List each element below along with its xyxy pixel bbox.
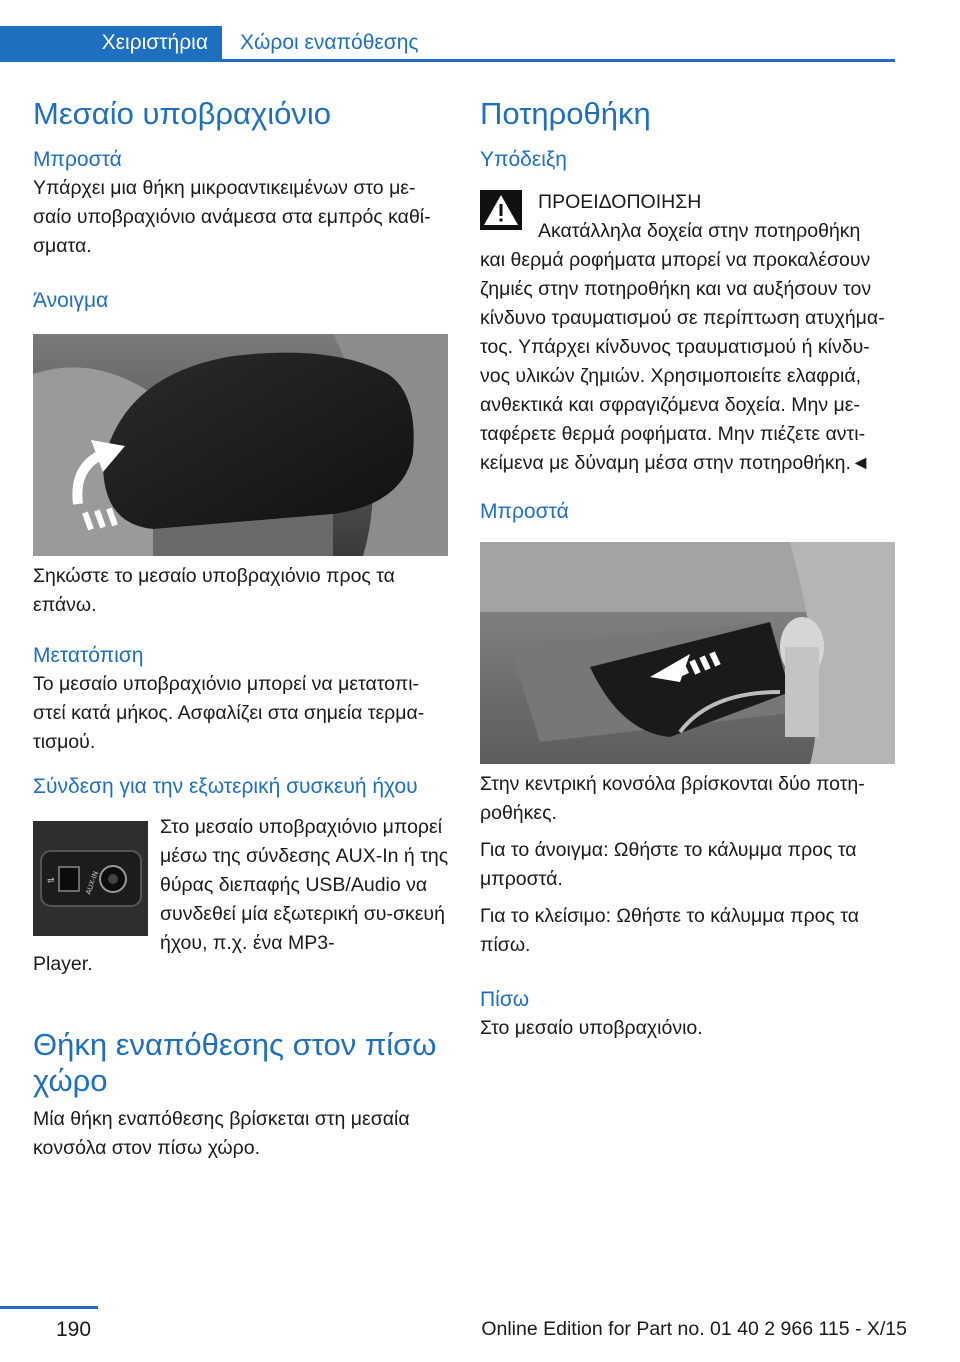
cupholder-heading: Ποτηροθήκη xyxy=(480,96,651,131)
armrest-heading: Μεσαίο υποβραχιόνιο xyxy=(33,96,331,131)
armrest-image xyxy=(33,334,448,556)
chapter-tab-bar xyxy=(0,26,895,62)
warning-block xyxy=(480,188,895,478)
shift-text: Το μεσαίο υποβραχιόνιο μπορεί να μετατοπι-στεί κατά μήκος. Ασφαλίζει στα σημεία τερμα-τισμού. xyxy=(33,673,425,753)
opening-caption: Σηκώστε το μεσαίο υποβραχιόνιο προς τα επάνω. xyxy=(33,565,395,616)
warning-title: ΠΡΟΕΙΔΟΠΟΙΗΣΗ xyxy=(538,191,702,213)
shift-subheading: Μετατόπιση xyxy=(33,644,144,667)
rear-storage-heading: Θήκη εναπόθεσης στον πίσω χώρο xyxy=(33,1027,437,1098)
left-column xyxy=(33,96,448,1163)
cup-front-text1: Στην κεντρική κονσόλα βρίσκονται δύο ποτη-ροθήκες. xyxy=(480,773,865,824)
cup-rear-subheading: Πίσω xyxy=(480,988,530,1011)
cup-front-text2: Για το άνοιγμα: Ωθήστε το κάλυμμα προς τα μπροστά. xyxy=(480,839,857,890)
warning-text: και θερμά ροφήματα μπορεί να προκαλέσουν ζημιές στην ποτηροθήκη και να αυξήσουν τον κίνδυνο τραυματισμού σε περίπτωση ατυχήμα-τος. Υπάρχει κίνδυνος τραυματισμού ή κίνδυ-νος υλικών ζημιών. Χρησιμοποιείτε ελαφριά, ανθεκτικά και σφραγιζόμενα δοχεία. Μην με-ταφέρετε θερμά ροφήματα. Μην πιέζετε αντι-κείμενα με δύναμη μέσα στην ποτηροθήκη.◄ xyxy=(480,249,885,474)
cupholder-image xyxy=(480,542,895,764)
opening-subheading: Άνοιγμα xyxy=(33,289,109,312)
tab-storage[interactable]: Χώροι εναπόθεσης xyxy=(240,31,419,54)
cup-rear-text: Στο μεσαίο υποβραχιόνιο. xyxy=(480,1017,703,1039)
right-column xyxy=(480,96,895,1043)
audio-block xyxy=(33,813,448,958)
tab-controls[interactable]: Χειριστήρια xyxy=(0,26,222,62)
warning-triangle-icon xyxy=(480,190,522,230)
edition-text: Online Edition for Part no. 01 40 2 966 115 - X/15 xyxy=(481,1318,907,1340)
audio-subheading: Σύνδεση για την εξωτερική συσκευή ήχου xyxy=(33,775,418,798)
aux-usb-image xyxy=(33,821,148,936)
svg-text:⇌: ⇌ xyxy=(47,876,55,886)
footer-rule xyxy=(0,1306,98,1309)
warning-first-line: Ακατάλληλα δοχεία στην ποτηροθήκη xyxy=(538,220,861,242)
note-subheading: Υπόδειξη xyxy=(480,148,567,171)
aux-label: AUX-IN xyxy=(84,870,101,896)
cup-front-text3: Για το κλείσιμο: Ωθήστε το κάλυμμα προς τα πίσω. xyxy=(480,905,860,956)
cup-front-subheading: Μπροστά xyxy=(480,500,569,523)
front-text: Υπάρχει μια θήκη μικροαντικειμένων στο με-σαίο υποβραχιόνιο ανάμεσα στα εμπρός καθί-σματα. xyxy=(33,177,431,257)
front-subheading: Μπροστά xyxy=(33,148,122,171)
rear-storage-text: Μία θήκη εναπόθεσης βρίσκεται στη μεσαία κονσόλα στον πίσω χώρο. xyxy=(33,1108,410,1159)
audio-text-end: Player. xyxy=(33,953,93,975)
audio-text: Στο μεσαίο υποβραχιόνιο μπορεί μέσω της σύνδεσης AUX-In ή της θύρας διεπαφής USB/Audio να συνδεθεί μία εξωτερική συ-σκευή ήχου, π.χ. ένα MP3- xyxy=(160,816,449,954)
header-rule xyxy=(0,59,895,62)
page-number: 190 xyxy=(56,1318,92,1341)
